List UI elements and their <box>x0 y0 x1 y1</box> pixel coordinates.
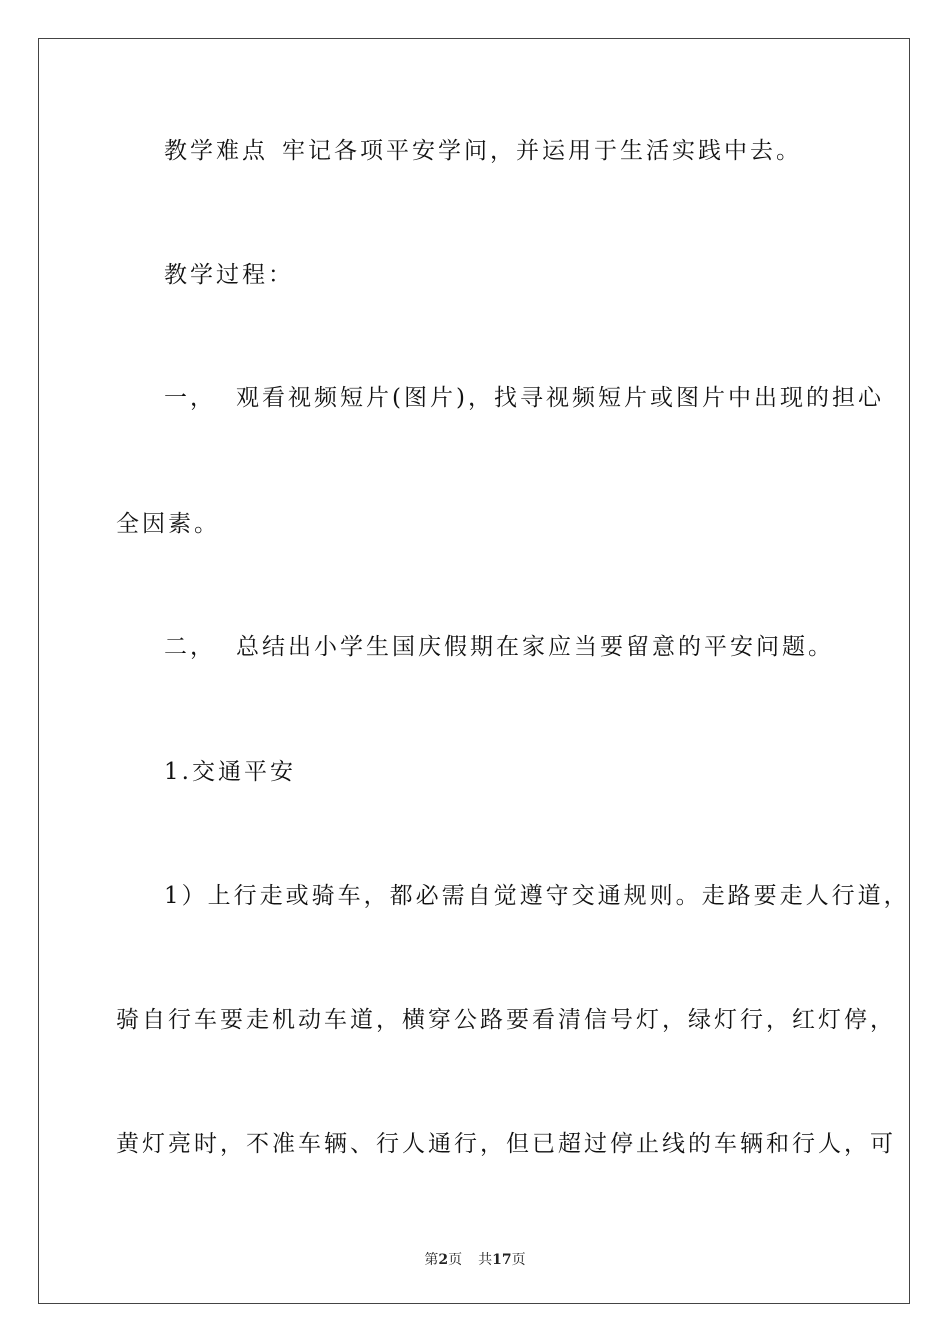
footer-total-number: 17 <box>492 1252 512 1268</box>
paragraph-teaching-difficulty <box>164 140 802 163</box>
paragraph-traffic-rule-1 <box>164 885 910 908</box>
section-one-text: 观看视频短片(图片)，找寻视频短片或图片中出现的担心 <box>236 385 884 411</box>
section-one-number: 一， <box>164 385 216 411</box>
teaching-difficulty-heading: 教学难点 <box>164 138 268 164</box>
paragraph-section-one-continued <box>116 513 220 536</box>
paragraph-traffic-rule-1-line2 <box>116 1009 896 1032</box>
footer-total-suffix: 页 <box>511 1252 526 1268</box>
paragraph-section-two <box>164 636 834 659</box>
traffic-rule-1-text: 1）上行走或骑车，都必需自觉遵守交通规则。走路要走人行道， <box>164 883 910 909</box>
section-one-text-continued: 全因素。 <box>116 511 220 537</box>
footer-total-prefix: 共 <box>478 1252 493 1268</box>
section-two-number: 二， <box>164 634 216 660</box>
footer-page-suffix: 页 <box>448 1252 463 1268</box>
page-frame <box>38 38 910 1304</box>
paragraph-traffic-rule-1-line3 <box>116 1133 896 1156</box>
traffic-rule-1-text-line2: 骑自行车要走机动车道，横穿公路要看清信号灯，绿灯行，红灯停， <box>116 1007 896 1033</box>
paragraph-traffic-safety-heading <box>164 761 296 784</box>
footer-page-number: 2 <box>438 1252 449 1268</box>
teaching-difficulty-text: 牢记各项平安学问，并运用于生活实践中去。 <box>282 138 802 164</box>
teaching-process-heading: 教学过程： <box>164 262 294 288</box>
traffic-safety-heading: 1.交通平安 <box>164 759 296 785</box>
paragraph-section-one <box>164 387 884 410</box>
footer-page-prefix: 第 <box>424 1252 439 1268</box>
page-footer <box>0 1249 950 1269</box>
paragraph-teaching-process-heading <box>164 264 294 287</box>
section-two-text: 总结出小学生国庆假期在家应当要留意的平安问题。 <box>236 634 834 660</box>
traffic-rule-1-text-line3: 黄灯亮时，不准车辆、行人通行，但已超过停止线的车辆和行人，可 <box>116 1131 896 1157</box>
